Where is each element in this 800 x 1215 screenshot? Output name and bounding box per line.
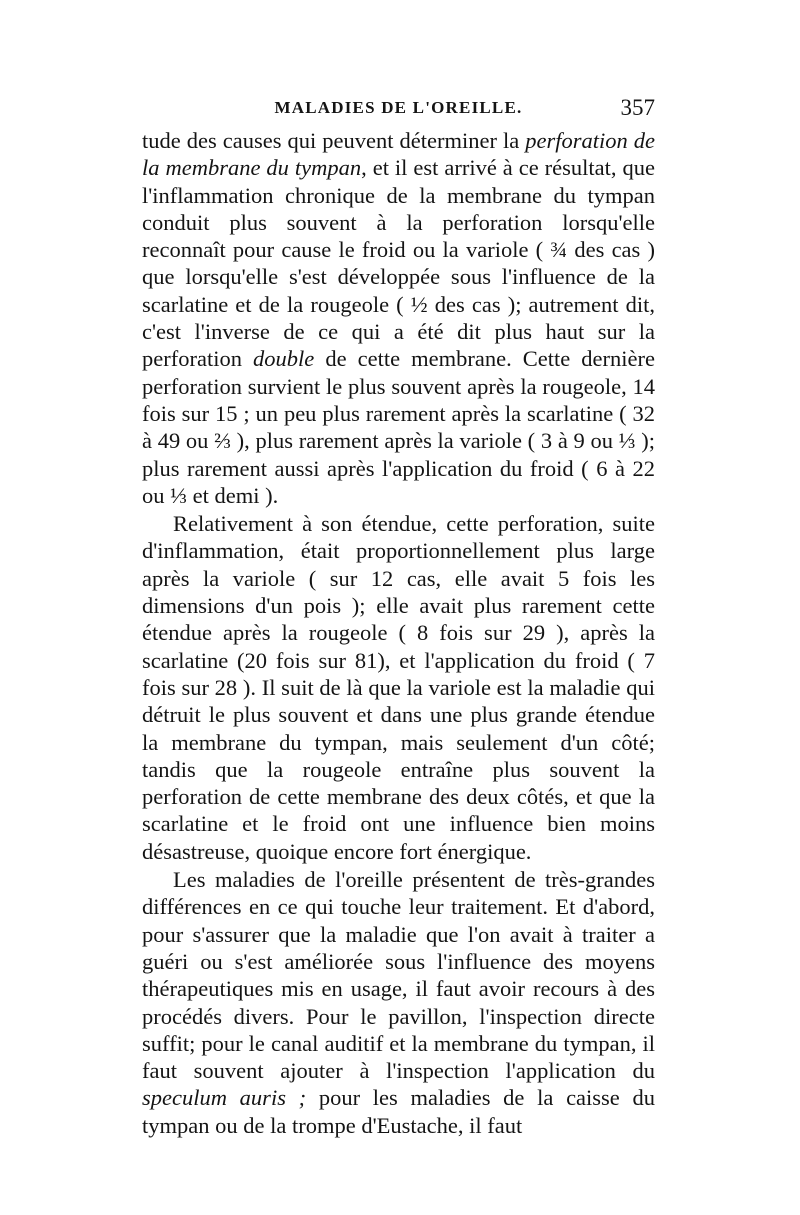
text-segment-italic: double [253, 346, 315, 372]
paragraph-3 [142, 866, 655, 1139]
page-number: 357 [620, 95, 655, 120]
paragraph-2 [142, 510, 655, 865]
paragraph-1 [142, 127, 655, 509]
text-segment: , et il est arrivé à ce résultat, que l'inflammation chronique de la membrane du tympan conduit plus souvent à la perforation lorsqu'elle reconnaît pour cause le froid ou la variole ( ¾ des cas ) que lorsqu'elle s'est développée sous l'influence de la scarlatine et de la rougeole ( ½ des cas ); autrement dit, c'est l'inverse de ce qui a été dit plus haut sur la perforation [142, 155, 655, 372]
running-title: MALADIES DE L'OREILLE. [274, 98, 523, 117]
text-segment: tude des causes qui peuvent déterminer la [142, 128, 526, 153]
text-segment-italic: perforation de la membrane du tympan [142, 128, 655, 181]
page-header [142, 96, 655, 126]
text-segment: Relativement à son étendue, cette perforation, suite d'inflammation, était proportionnellement plus large après la variole ( sur 12 cas, elle avait 5 fois les dimensions d'un pois ); elle avait plus rarement cette étendue après la rougeole ( 8 fois sur 29 ), après la scarlatine (20 fois sur 81), et l'application du froid ( 7 fois sur 28 ). Il suit de là que la variole est la maladie qui détruit le plus souvent et dans une plus grande étendue la membrane du tympan, mais seulement d'un côté; tandis que la rougeole entraîne plus souvent la perforation de cette membrane des deux côtés, et que la scarlatine et le froid ont une influence bien moins désastreuse, quoique encore fort énergique. [142, 511, 655, 864]
text-segment: pour les maladies de la caisse du tympan ou de la trompe d'Eustache, il faut [142, 1085, 655, 1138]
text-segment: de cette membrane. Cette dernière perforation survient le plus souvent après la rougeole, 14 fois sur 15 ; un peu plus rarement après la scarlatine ( 32 à 49 ou ⅔ ), plus rarement après la variole ( 3 à 9 ou ⅓ ); plus rarement aussi après l'application du froid ( 6 à 22 ou ⅓ et demi ). [142, 346, 655, 508]
text-segment-italic: speculum auris ; [142, 1085, 307, 1111]
text-segment: Les maladies de l'oreille présentent de très-grandes différences en ce qui touche leur traitement. Et d'abord, pour s'assurer que la maladie que l'on avait à traiter a guéri ou s'est améliorée sous l'influence des moyens thérapeutiques mis en usage, il faut avoir recours à des procédés divers. Pour le pavillon, l'inspection directe suffit; pour le canal auditif et la membrane du tympan, il faut souvent ajouter à l'inspection l'application du [142, 867, 655, 1084]
body-text [142, 127, 655, 1139]
